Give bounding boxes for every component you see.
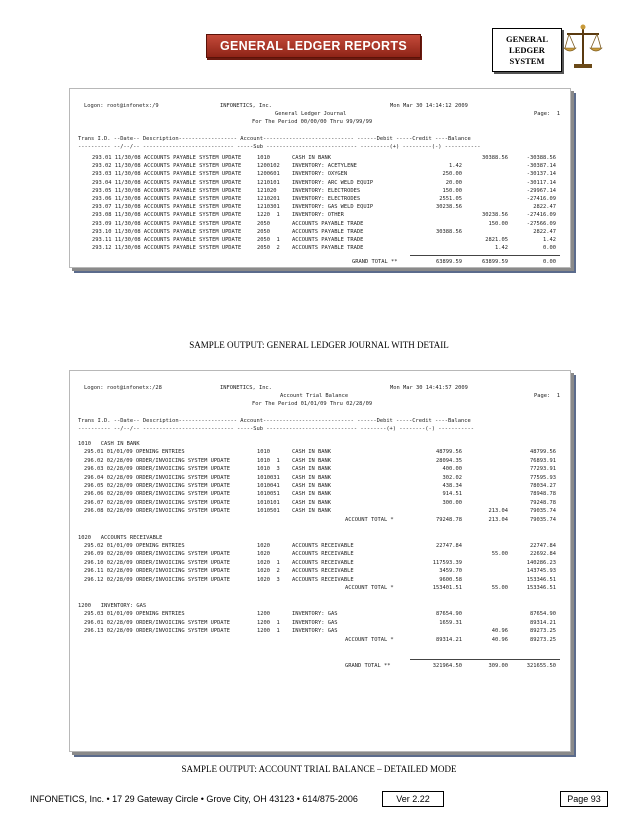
balance-cell: 87654.90 [530,611,556,618]
trans-description: 296.12 02/28/09 ORDER/INVOICING SYSTEM UPDATE [84,576,231,583]
report-line [70,551,570,559]
account-number: 2050 [257,228,270,235]
account-number: 1020 3 [257,576,280,583]
account-number: 1020 2 [257,568,280,575]
debit-cell: 30388.56 [436,228,462,235]
debit-cell: 438.34 [442,483,462,489]
account-group-heading: 1200 INVENTORY: GAS [78,603,147,609]
account-total-label: ACCOUNT TOTAL * [345,516,394,523]
total-rule [410,659,560,660]
balance-cell: 0.00 [543,259,556,265]
report-line [70,449,570,457]
account-name: ACCOUNTS RECEIVABLE [292,576,354,583]
account-name: INVENTORY: ELECTRODES [292,187,361,194]
account-name: ACCOUNTS PAYABLE TRADE [292,245,364,252]
debit-cell: 3459.70 [439,568,462,575]
account-name: ACCOUNTS RECEIVABLE [292,559,354,566]
account-number: 1010101 [257,499,280,506]
trans-description: 296.02 02/28/09 ORDER/INVOICING SYSTEM UPDATE [84,457,231,464]
account-number: 1010 3 [257,466,280,473]
account-name: CASH IN BANK [292,155,331,161]
debit-cell: 153401.51 [432,585,462,591]
column-header-rule: ---------- --/--/-- ---------------------------- -----Sub ---------------------------- --------(+) --------(-) ----------- [78,426,474,432]
report-line [70,611,570,619]
trans-description: 293.07 11/30/08 ACCOUNTS PAYABLE SYSTEM UPDATE [92,204,242,211]
debit-cell: 28094.35 [436,457,462,464]
report-line [70,393,570,401]
report-line [70,144,570,152]
section-banner [206,34,421,58]
trans-description: 296.04 02/28/09 ORDER/INVOICING SYSTEM UPDATE [84,474,231,481]
balance-cell: 48799.56 [530,449,556,456]
report-title: General Ledger Journal [275,111,347,117]
logon-text: Logon: root@infonetx:/9 [84,103,159,109]
system-line-2: LEDGER [509,44,545,55]
balance-cell: -30387.14 [526,163,556,170]
report-line [70,663,570,671]
report-line [70,103,570,111]
report-line [70,475,570,483]
account-name: ACCOUNTS RECEIVABLE [292,568,354,575]
report-line [70,560,570,568]
account-name: INVENTORY: ARC WELD EQUIP [292,179,374,186]
trans-description: 296.08 02/28/09 ORDER/INVOICING SYSTEM UPDATE [84,508,231,515]
balance-cell: 79248.78 [530,499,556,506]
report-line [70,171,570,179]
debit-cell: 117593.39 [432,559,462,566]
debit-cell: 1.42 [449,163,462,170]
report-line [70,500,570,508]
trans-description: 296.01 02/28/09 ORDER/INVOICING SYSTEM UPDATE [84,619,231,626]
account-group-heading: 1020 ACCOUNTS RECEIVABLE [78,534,163,541]
credit-cell: 63899.59 [482,259,508,265]
debit-cell: 2551.05 [439,196,462,202]
account-number: 1010031 [257,474,280,481]
credit-cell: 309.00 [488,662,508,669]
account-name: CASH IN BANK [292,499,331,506]
trans-description: 296.05 02/28/09 ORDER/INVOICING SYSTEM UPDATE [84,483,231,489]
journal-caption: SAMPLE OUTPUT: GENERAL LEDGER JOURNAL WITH DETAIL [189,340,449,350]
balance-cell: 79035.74 [530,508,556,515]
report-line [70,535,570,543]
trans-description: 296.06 02/28/09 ORDER/INVOICING SYSTEM UPDATE [84,491,231,498]
report-line [70,155,570,163]
credit-cell: 40.96 [491,636,508,643]
account-number: 1020 [257,543,270,549]
debit-cell: 9600.58 [439,576,462,583]
report-line [70,196,570,204]
balance-cell: 89273.25 [530,636,556,643]
credit-cell: 213.04 [488,516,508,523]
balance-cell: -30137.14 [526,171,556,178]
account-name: CASH IN BANK [292,449,331,456]
account-number: 1200 [257,611,270,618]
account-number: 2050 [257,220,270,227]
trans-description: 296.07 02/28/09 ORDER/INVOICING SYSTEM UPDATE [84,499,231,506]
company-name: INFONETICS, Inc. [220,103,272,109]
trans-description: 296.10 02/28/09 ORDER/INVOICING SYSTEM UPDATE [84,559,231,566]
account-number: 1210301 [257,204,280,211]
balance-cell: -30117.14 [526,179,556,186]
account-number: 1200 1 [257,628,280,635]
credit-cell: 2821.05 [485,237,508,243]
trans-description: 293.10 11/30/08 ACCOUNTS PAYABLE SYSTEM UPDATE [92,228,242,235]
account-number: 1010051 [257,491,280,498]
trans-description: 295.03 01/01/09 OPENING ENTRIES [84,611,185,618]
column-header: Trans I.D. --Date-- Description------------------ Account---------------------------- ------Debit -----Credit ----Balance [78,136,471,142]
balance-cell: -29967.14 [526,187,556,194]
balance-cell: -27416.09 [526,196,556,202]
journal-report-panel [69,88,571,268]
account-name: INVENTORY: GAS [292,628,338,635]
trial-balance-report-panel [69,370,571,752]
balance-cell: 153346.51 [526,576,556,583]
balance-cell: 321655.50 [526,662,556,669]
credit-cell: 150.00 [488,220,508,227]
report-line [70,483,570,491]
account-number: 1210101 [257,179,280,186]
footer-page-number: Page 93 [560,791,608,807]
report-line [70,603,570,611]
debit-cell: 63899.59 [436,259,462,265]
report-line [70,543,570,551]
account-name: INVENTORY: GAS WELD EQUIP [292,204,374,211]
account-name: CASH IN BANK [292,483,331,489]
account-name: CASH IN BANK [292,474,331,481]
balance-cell: 78948.78 [530,491,556,498]
trans-description: 295.01 01/01/09 OPENING ENTRIES [84,449,185,456]
account-name: INVENTORY: ELECTRODES [292,196,361,202]
scales-icon [563,22,603,70]
report-period: For The Period 00/00/00 Thru 99/99/99 [252,119,373,125]
account-number: 1200102 [257,163,280,170]
report-line [70,385,570,393]
report-line [70,620,570,628]
report-line [70,426,570,434]
trans-description: 293.06 11/30/08 ACCOUNTS PAYABLE SYSTEM UPDATE [92,196,242,202]
account-number: 1010501 [257,508,280,515]
debit-cell: 400.00 [442,466,462,473]
balance-cell: 22692.84 [530,551,556,558]
account-name: ACCOUNTS RECEIVABLE [292,543,354,549]
account-name: CASH IN BANK [292,491,331,498]
balance-cell: 2822.47 [533,204,556,211]
debit-cell: 302.02 [442,474,462,481]
report-line [70,637,570,645]
account-name: INVENTORY: GAS [292,619,338,626]
account-number: 1220 1 [257,212,280,219]
footer-version: Ver 2.22 [382,791,444,807]
debit-cell: 89314.21 [436,636,462,643]
report-line [70,136,570,144]
report-line [70,237,570,245]
account-name: ACCOUNTS RECEIVABLE [292,551,354,558]
account-name: INVENTORY: OTHER [292,212,344,219]
report-line [70,458,570,466]
report-line [70,111,570,119]
report-line [70,204,570,212]
balance-cell: 2822.47 [533,228,556,235]
report-line [70,119,570,127]
balance-cell: 140286.23 [526,559,556,566]
debit-cell: 321964.50 [432,662,462,669]
total-rule [410,255,560,256]
debit-cell: 87654.90 [436,611,462,618]
report-period: For The Period 01/01/09 Thru 02/28/09 [252,401,373,407]
trans-description: 295.02 01/01/09 OPENING ENTRIES [84,543,185,549]
trans-description: 296.03 02/28/09 ORDER/INVOICING SYSTEM UPDATE [84,466,231,473]
company-name: INFONETICS, Inc. [220,385,272,391]
balance-cell: 1.42 [543,237,556,243]
trans-description: 293.01 11/30/08 ACCOUNTS PAYABLE SYSTEM UPDATE [92,155,242,161]
trans-description: 293.03 11/30/08 ACCOUNTS PAYABLE SYSTEM UPDATE [92,171,242,178]
report-line [70,517,570,525]
account-name: INVENTORY: ACETYLENE [292,163,357,170]
credit-cell: 55.00 [491,585,508,591]
balance-cell: 89314.21 [530,619,556,626]
report-line [70,508,570,516]
account-number: 1200601 [257,171,280,178]
report-line [70,418,570,426]
balance-cell: -27416.09 [526,212,556,219]
account-number: 121020 [257,187,277,194]
balance-cell: 76893.91 [530,457,556,464]
account-number: 1210201 [257,196,280,202]
account-name: INVENTORY: GAS [292,611,338,618]
report-title: Account Trial Balance [280,393,349,399]
credit-cell: 40.96 [491,628,508,635]
account-total-label: ACCOUNT TOTAL * [345,636,394,643]
trans-description: 296.09 02/28/09 ORDER/INVOICING SYSTEM UPDATE [84,551,231,558]
grand-total-label: GRAND TOTAL ** [352,259,398,265]
balance-cell: 78034.27 [530,483,556,489]
account-number: 1020 [257,551,270,558]
balance-cell: -27566.09 [526,220,556,227]
account-number: 2050 1 [257,237,280,243]
report-line [70,466,570,474]
balance-cell: 77595.93 [530,474,556,481]
grand-total-label: GRAND TOTAL ** [345,662,391,669]
account-name: INVENTORY: OXYGEN [292,171,348,178]
report-line [70,585,570,593]
report-page: Page: 1 [534,393,560,399]
report-line [70,245,570,253]
footer-company-address: INFONETICS, Inc. • 17 29 Gateway Circle • Grove City, OH 43123 • 614/875-2006 [30,794,358,804]
balance-cell: -30388.56 [526,155,556,161]
trans-description: 293.08 11/30/08 ACCOUNTS PAYABLE SYSTEM UPDATE [92,212,242,219]
report-line [70,568,570,576]
balance-cell: 153346.51 [526,585,556,591]
account-number: 2050 2 [257,245,280,252]
trans-description: 293.09 11/30/08 ACCOUNTS PAYABLE SYSTEM UPDATE [92,220,242,227]
banner-title: GENERAL LEDGER REPORTS [220,39,407,53]
report-line [70,577,570,585]
trans-description: 293.12 11/30/08 ACCOUNTS PAYABLE SYSTEM UPDATE [92,245,242,252]
report-line [70,259,570,267]
account-number: 1020 1 [257,559,280,566]
logon-text: Logon: root@infonetx:/28 [84,385,162,391]
balance-cell: 143745.93 [526,568,556,575]
account-number: 1010 1 [257,457,280,464]
balance-cell: 89273.25 [530,628,556,635]
trans-description: 293.04 11/30/08 ACCOUNTS PAYABLE SYSTEM UPDATE [92,179,242,186]
report-line [70,628,570,636]
page-footer [30,791,608,807]
column-header-rule: ---------- --/--/-- ---------------------------- -----Sub ---------------------------- ---------(+) ---------(-) ----------- [78,144,481,150]
trans-description: 293.05 11/30/08 ACCOUNTS PAYABLE SYSTEM UPDATE [92,187,242,194]
debit-cell: 250.00 [442,171,462,178]
account-number: 1200 1 [257,619,280,626]
report-datetime: Mon Mar 30 14:41:57 2009 [390,385,468,391]
report-line [70,401,570,409]
credit-cell: 55.00 [491,551,508,558]
system-line-1: GENERAL [505,33,549,44]
debit-cell: 48799.56 [436,449,462,456]
account-name: ACCOUNTS PAYABLE TRADE [292,220,364,227]
debit-cell: 79248.78 [436,516,462,523]
balance-cell: 79035.74 [530,516,556,523]
debit-cell: 22747.84 [436,543,462,549]
report-line [70,229,570,237]
debit-cell: 1659.31 [439,619,462,626]
trial-balance-caption: SAMPLE OUTPUT: ACCOUNT TRIAL BALANCE – DETAILED MODE [181,764,457,774]
report-line [70,441,570,449]
trans-description: 296.13 02/28/09 ORDER/INVOICING SYSTEM UPDATE [84,628,231,635]
report-line [70,491,570,499]
account-name: ACCOUNTS PAYABLE TRADE [292,237,364,243]
debit-cell: 30238.56 [436,204,462,211]
balance-cell: 77293.91 [530,466,556,473]
account-name: CASH IN BANK [292,466,331,473]
balance-cell: 0.00 [543,245,556,252]
account-number: 1010 [257,155,270,161]
report-line [70,212,570,220]
credit-cell: 213.04 [488,508,508,515]
report-datetime: Mon Mar 30 14:14:12 2009 [390,103,468,109]
debit-cell: 150.00 [442,187,462,194]
debit-cell: 20.00 [445,179,462,186]
credit-cell: 30238.56 [482,212,508,219]
account-name: CASH IN BANK [292,508,331,515]
report-line [70,221,570,229]
account-group-heading: 1010 CASH IN BANK [78,441,140,447]
trans-description: 293.02 11/30/08 ACCOUNTS PAYABLE SYSTEM UPDATE [92,163,242,170]
report-line [70,188,570,196]
account-number: 1010041 [257,483,280,489]
account-number: 1010 [257,449,270,456]
report-line [70,180,570,188]
credit-cell: 1.42 [495,245,508,252]
account-name: ACCOUNTS PAYABLE TRADE [292,228,364,235]
account-name: CASH IN BANK [292,457,331,464]
system-line-3: SYSTEM [509,55,545,66]
account-total-label: ACCOUNT TOTAL * [345,585,394,591]
trans-description: 296.11 02/28/09 ORDER/INVOICING SYSTEM UPDATE [84,568,231,575]
balance-cell: 22747.84 [530,543,556,549]
system-label-box [492,28,562,72]
column-header: Trans I.D. --Date-- Description------------------ Account---------------------------- ------Debit -----Credit ----Balance [78,418,471,424]
debit-cell: 300.00 [442,499,462,506]
credit-cell: 30388.56 [482,155,508,161]
report-page: Page: 1 [534,111,560,117]
report-line [70,163,570,171]
trans-description: 293.11 11/30/08 ACCOUNTS PAYABLE SYSTEM UPDATE [92,237,242,243]
debit-cell: 914.51 [442,491,462,498]
